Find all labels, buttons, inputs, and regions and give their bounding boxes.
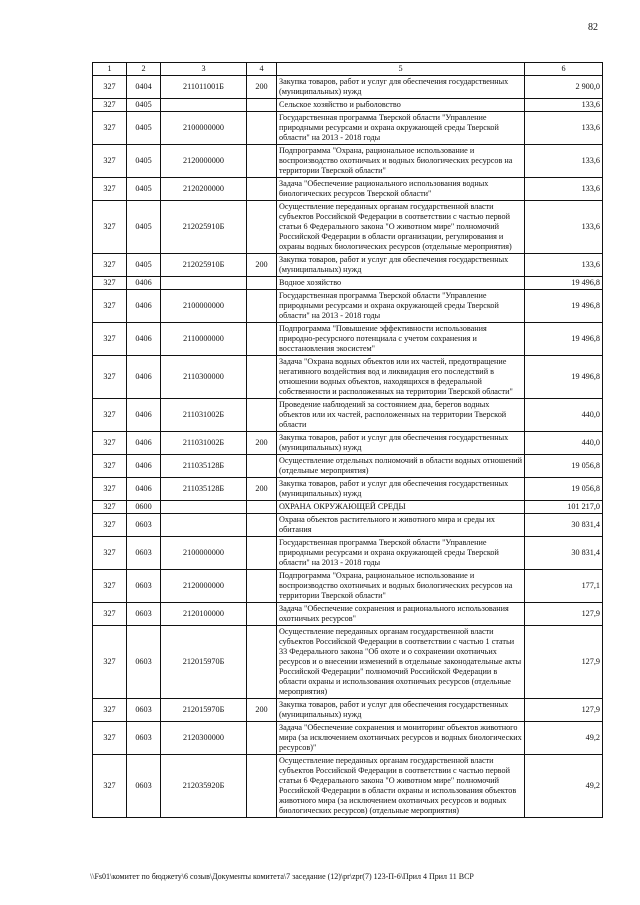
target-article-cell: 2120000000	[161, 570, 247, 603]
section-code-cell: 0603	[127, 570, 161, 603]
expense-type-cell	[247, 201, 277, 254]
expense-type-cell: 200	[247, 699, 277, 722]
target-article-cell	[161, 514, 247, 537]
description-cell: Закупка товаров, работ и услуг для обеспечения государственных (муниципальных) нужд	[277, 76, 525, 99]
description-cell: Водное хозяйство	[277, 277, 525, 290]
expense-type-cell	[247, 145, 277, 178]
section-code-cell: 0406	[127, 478, 161, 501]
amount-cell: 133,6	[525, 201, 603, 254]
target-article-cell: 2100000000	[161, 537, 247, 570]
description-cell: Осуществление переданных органам государственной власти субъектов Российской Федерации в соответствии с частью первой статьи 6 Федерального закона "О животном мире" полномочий Российской Федерации в области охраны и использования объектов животного мира (за исключением охотничьих ресурсов и водных биологических ресурсов) (отдельные мероприятия)	[277, 755, 525, 818]
table-row	[93, 201, 603, 254]
expense-type-cell	[247, 570, 277, 603]
description-cell: ОХРАНА ОКРУЖАЮЩЕЙ СРЕДЫ	[277, 501, 525, 514]
column-header: 4	[247, 63, 277, 76]
expense-type-cell	[247, 323, 277, 356]
grbs-code-cell: 327	[93, 323, 127, 356]
section-code-cell: 0406	[127, 455, 161, 478]
table-row	[93, 399, 603, 432]
expense-type-cell	[247, 178, 277, 201]
grbs-code-cell: 327	[93, 626, 127, 699]
page-number: 82	[588, 22, 598, 33]
section-code-cell: 0404	[127, 76, 161, 99]
target-article-cell	[161, 501, 247, 514]
expense-type-cell	[247, 722, 277, 755]
amount-cell: 2 900,0	[525, 76, 603, 99]
grbs-code-cell: 327	[93, 501, 127, 514]
section-code-cell: 0603	[127, 699, 161, 722]
grbs-code-cell: 327	[93, 570, 127, 603]
expense-type-cell	[247, 455, 277, 478]
description-cell: Задача "Обеспечение сохранения и мониторинг объектов животного мира (за исключением охотничьих ресурсов и водных биологических ресурсов)"	[277, 722, 525, 755]
table-row	[93, 178, 603, 201]
target-article-cell: 211035128Б	[161, 478, 247, 501]
section-code-cell: 0600	[127, 501, 161, 514]
expense-type-cell: 200	[247, 478, 277, 501]
table-row	[93, 755, 603, 818]
table-row	[93, 323, 603, 356]
target-article-cell: 212015970Б	[161, 626, 247, 699]
description-cell: Подпрограмма "Охрана, рациональное использование и воспроизводство охотничьих и водных биологических ресурсов на территории Тверской области"	[277, 570, 525, 603]
amount-cell: 133,6	[525, 254, 603, 277]
expense-type-cell	[247, 277, 277, 290]
grbs-code-cell: 327	[93, 201, 127, 254]
description-cell: Закупка товаров, работ и услуг для обеспечения государственных (муниципальных) нужд	[277, 699, 525, 722]
expense-type-cell	[247, 356, 277, 399]
table-header-row	[93, 63, 603, 76]
grbs-code-cell: 327	[93, 99, 127, 112]
description-cell: Сельское хозяйство и рыболовство	[277, 99, 525, 112]
section-code-cell: 0406	[127, 399, 161, 432]
target-article-cell: 211031002Б	[161, 432, 247, 455]
description-cell: Государственная программа Тверской области "Управление природными ресурсами и охрана окружающей среды Тверской области" на 2013 - 2018 годы	[277, 537, 525, 570]
grbs-code-cell: 327	[93, 699, 127, 722]
table-row	[93, 432, 603, 455]
target-article-cell: 211035128Б	[161, 455, 247, 478]
grbs-code-cell: 327	[93, 478, 127, 501]
description-cell: Закупка товаров, работ и услуг для обеспечения государственных (муниципальных) нужд	[277, 432, 525, 455]
column-header: 6	[525, 63, 603, 76]
grbs-code-cell: 327	[93, 145, 127, 178]
description-cell: Задача "Обеспечение рационального использования водных биологических ресурсов Тверской области"	[277, 178, 525, 201]
section-code-cell: 0603	[127, 514, 161, 537]
column-header: 3	[161, 63, 247, 76]
expense-type-cell: 200	[247, 76, 277, 99]
target-article-cell: 211031002Б	[161, 399, 247, 432]
grbs-code-cell: 327	[93, 455, 127, 478]
amount-cell: 101 217,0	[525, 501, 603, 514]
column-header: 1	[93, 63, 127, 76]
amount-cell: 133,6	[525, 112, 603, 145]
expense-type-cell	[247, 399, 277, 432]
amount-cell: 127,9	[525, 699, 603, 722]
expense-type-cell	[247, 112, 277, 145]
amount-cell: 19 056,8	[525, 478, 603, 501]
table-row	[93, 501, 603, 514]
expense-type-cell	[247, 537, 277, 570]
expense-type-cell	[247, 755, 277, 818]
section-code-cell: 0603	[127, 537, 161, 570]
grbs-code-cell: 327	[93, 277, 127, 290]
target-article-cell: 2110300000	[161, 356, 247, 399]
grbs-code-cell: 327	[93, 254, 127, 277]
amount-cell: 440,0	[525, 432, 603, 455]
expense-type-cell	[247, 514, 277, 537]
amount-cell: 133,6	[525, 145, 603, 178]
description-cell: Охрана объектов растительного и животного мира и среды их обитания	[277, 514, 525, 537]
description-cell: Задача "Охрана водных объектов или их частей, предотвращение негативного воздействия вод и ликвидация его последствий в отношении водных объектов, находящихся в федеральной собственности и расположенных на территории Тверской области"	[277, 356, 525, 399]
section-code-cell: 0405	[127, 254, 161, 277]
expense-type-cell	[247, 290, 277, 323]
section-code-cell: 0406	[127, 323, 161, 356]
description-cell: Государственная программа Тверской области "Управление природными ресурсами и охрана окружающей среды Тверской области" на 2013 - 2018 годы	[277, 290, 525, 323]
grbs-code-cell: 327	[93, 722, 127, 755]
table-row	[93, 699, 603, 722]
table-row	[93, 99, 603, 112]
description-cell: Осуществление отдельных полномочий в области водных отношений (отдельные мероприятия)	[277, 455, 525, 478]
column-header: 2	[127, 63, 161, 76]
grbs-code-cell: 327	[93, 290, 127, 323]
file-path-footer: \\Fs01\комитет по бюджету\6 созыв\Документы комитета\7 заседание (12)\pr\zpr(7) 123-П-6\Прил 4 Прил 11 ВСР	[90, 872, 474, 881]
target-article-cell: 212035920Б	[161, 755, 247, 818]
description-cell: Осуществление переданных органам государственной власти субъектов Российской Федерации в соответствии с частью первой статьи 6 Федерального закона "О животном мире" полномочий Российской Федерации в области организации, регулирования и охраны водных биологических ресурсов (отдельные мероприятия)	[277, 201, 525, 254]
amount-cell: 49,2	[525, 722, 603, 755]
amount-cell: 127,9	[525, 603, 603, 626]
description-cell: Проведение наблюдений за состоянием дна, берегов водных объектов или их частей, расположенных на территории Тверской области	[277, 399, 525, 432]
table-row	[93, 514, 603, 537]
budget-table	[92, 62, 603, 818]
table-row	[93, 537, 603, 570]
amount-cell: 19 496,8	[525, 277, 603, 290]
target-article-cell: 2100000000	[161, 112, 247, 145]
expense-type-cell: 200	[247, 254, 277, 277]
section-code-cell: 0406	[127, 277, 161, 290]
description-cell: Закупка товаров, работ и услуг для обеспечения государственных (муниципальных) нужд	[277, 254, 525, 277]
description-cell: Осуществление переданных органам государственной власти субъектов Российской Федерации в соответствии с частью 1 статьи 33 Федерального закона "Об охоте и о сохранении охотничьих ресурсов и о внесении изменений в отдельные законодательные акты Российской Федерации" полномочий Российской Федерации в области охраны и использования охотничьих ресурсов (отдельные мероприятия)	[277, 626, 525, 699]
grbs-code-cell: 327	[93, 432, 127, 455]
table-row	[93, 277, 603, 290]
table-row	[93, 112, 603, 145]
table-row	[93, 455, 603, 478]
table-row	[93, 356, 603, 399]
section-code-cell: 0603	[127, 755, 161, 818]
table-row	[93, 254, 603, 277]
amount-cell: 30 831,4	[525, 514, 603, 537]
target-article-cell: 2120300000	[161, 722, 247, 755]
section-code-cell: 0405	[127, 145, 161, 178]
amount-cell: 19 496,8	[525, 323, 603, 356]
expense-type-cell: 200	[247, 432, 277, 455]
table-row	[93, 76, 603, 99]
expense-type-cell	[247, 501, 277, 514]
description-cell: Подпрограмма "Повышение эффективности использования природно-ресурсного потенциала с учетом сохранения и восстановления экосистем"	[277, 323, 525, 356]
amount-cell: 133,6	[525, 99, 603, 112]
amount-cell: 19 056,8	[525, 455, 603, 478]
amount-cell: 177,1	[525, 570, 603, 603]
grbs-code-cell: 327	[93, 537, 127, 570]
amount-cell: 19 496,8	[525, 356, 603, 399]
amount-cell: 30 831,4	[525, 537, 603, 570]
section-code-cell: 0405	[127, 201, 161, 254]
grbs-code-cell: 327	[93, 112, 127, 145]
expense-type-cell	[247, 99, 277, 112]
section-code-cell: 0603	[127, 626, 161, 699]
column-header: 5	[277, 63, 525, 76]
target-article-cell: 2110000000	[161, 323, 247, 356]
target-article-cell: 2100000000	[161, 290, 247, 323]
table-row	[93, 722, 603, 755]
expense-type-cell	[247, 603, 277, 626]
amount-cell: 133,6	[525, 178, 603, 201]
target-article-cell: 212015970Б	[161, 699, 247, 722]
grbs-code-cell: 327	[93, 178, 127, 201]
section-code-cell: 0603	[127, 722, 161, 755]
target-article-cell	[161, 277, 247, 290]
table-row	[93, 478, 603, 501]
target-article-cell: 212025910Б	[161, 254, 247, 277]
section-code-cell: 0406	[127, 290, 161, 323]
section-code-cell: 0406	[127, 356, 161, 399]
amount-cell: 49,2	[525, 755, 603, 818]
grbs-code-cell: 327	[93, 76, 127, 99]
section-code-cell: 0603	[127, 603, 161, 626]
section-code-cell: 0405	[127, 178, 161, 201]
target-article-cell: 2120000000	[161, 145, 247, 178]
grbs-code-cell: 327	[93, 603, 127, 626]
section-code-cell: 0406	[127, 432, 161, 455]
grbs-code-cell: 327	[93, 514, 127, 537]
amount-cell: 127,9	[525, 626, 603, 699]
grbs-code-cell: 327	[93, 399, 127, 432]
table-body	[93, 76, 603, 818]
target-article-cell: 2120200000	[161, 178, 247, 201]
table-row	[93, 145, 603, 178]
section-code-cell: 0405	[127, 112, 161, 145]
section-code-cell: 0405	[127, 99, 161, 112]
grbs-code-cell: 327	[93, 755, 127, 818]
table-row	[93, 290, 603, 323]
target-article-cell: 212025910Б	[161, 201, 247, 254]
table-row	[93, 603, 603, 626]
target-article-cell: 2120100000	[161, 603, 247, 626]
description-cell: Задача "Обеспечение сохранения и рационального использования охотничьих ресурсов"	[277, 603, 525, 626]
expense-type-cell	[247, 626, 277, 699]
target-article-cell: 211011001Б	[161, 76, 247, 99]
grbs-code-cell: 327	[93, 356, 127, 399]
target-article-cell	[161, 99, 247, 112]
amount-cell: 19 496,8	[525, 290, 603, 323]
description-cell: Закупка товаров, работ и услуг для обеспечения государственных (муниципальных) нужд	[277, 478, 525, 501]
description-cell: Государственная программа Тверской области "Управление природными ресурсами и охрана окружающей среды Тверской области" на 2013 - 2018 годы	[277, 112, 525, 145]
description-cell: Подпрограмма "Охрана, рациональное использование и воспроизводство охотничьих и водных биологических ресурсов на территории Тверской области"	[277, 145, 525, 178]
table-row	[93, 570, 603, 603]
table-row	[93, 626, 603, 699]
amount-cell: 440,0	[525, 399, 603, 432]
